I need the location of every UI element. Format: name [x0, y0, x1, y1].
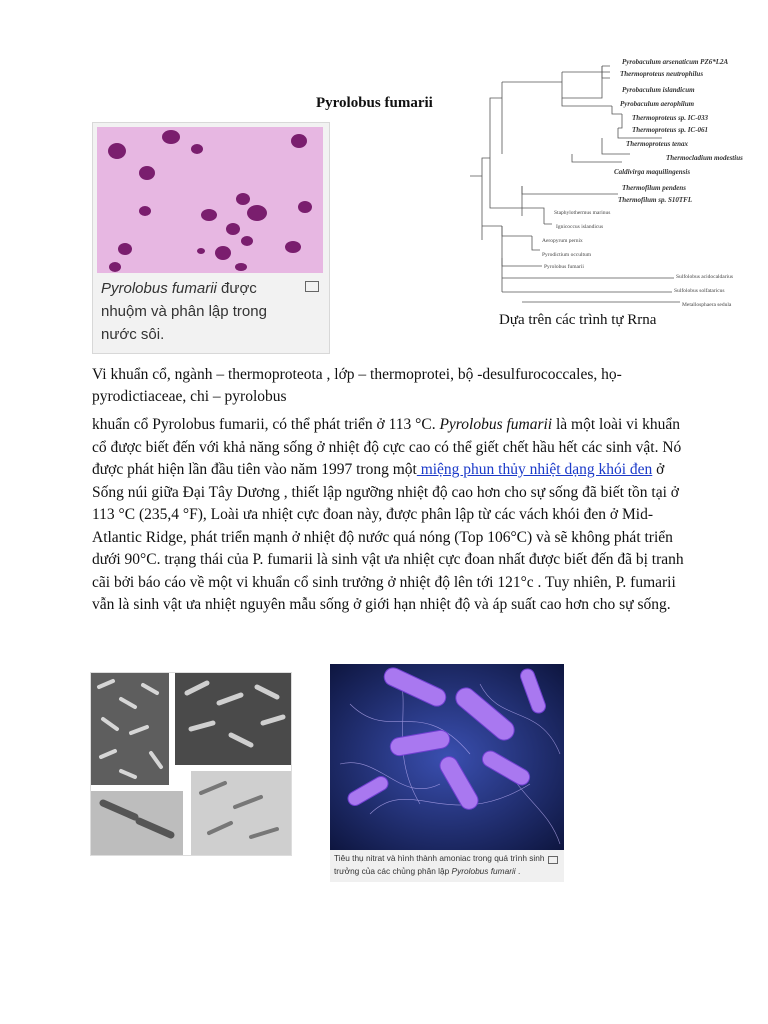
bacteria-caption: [334, 852, 546, 878]
black-smoker-link[interactable]: miệng phun thủy nhiệt dạng khói đen: [416, 461, 653, 478]
taxon-label: Thermoproteus tenax: [626, 140, 689, 148]
taxon-label: Sulfolobus solfataricus: [674, 288, 725, 294]
taxon-label: Thermofilum pendens: [622, 184, 686, 192]
taxon-label: Thermoproteus sp. IC-061: [632, 126, 709, 134]
micrograph-figure: [92, 122, 330, 354]
bacteria-caption-text: Tiêu thụ nitrat và hình thành amoniac trong quá trình sinh trưởng của các chủng phân lập: [334, 853, 545, 876]
em-collage-svg: [91, 673, 291, 855]
tree-caption: Dựa trên các trình tự Rrna: [499, 312, 657, 328]
taxon-label: Pyrobaculum islandicum: [622, 86, 695, 94]
taxon-label: Thermofilum sp. S10TFL: [618, 196, 693, 204]
micrograph-caption-italic: Pyrolobus fumarii: [101, 280, 217, 297]
para2-italic-name: Pyrolobus fumarii: [439, 416, 553, 433]
micrograph-caption-rest: được nhuộm và phân lập trong nước sôi.: [101, 280, 267, 343]
taxon-label: Pyrodictium occultum: [542, 252, 592, 258]
page-title: Pyrolobus fumarii: [316, 95, 433, 111]
bacteria-caption-end: .: [515, 866, 521, 876]
taxon-label: Thermocladium modestius: [666, 154, 743, 162]
taxon-label: Ignicoccus islandicus: [556, 224, 604, 230]
bacteria-caption-italic: Pyrolobus fumarii: [451, 866, 516, 876]
rendered-bacteria-figure: [330, 664, 564, 882]
em-micrograph-collage: [90, 672, 292, 856]
micrograph-caption: [101, 277, 301, 346]
enlarge-icon[interactable]: [305, 281, 319, 292]
taxon-label: Pyrobaculum aerophilum: [620, 100, 695, 108]
taxon-label: Caldivirga maquilingensis: [614, 168, 691, 176]
taxon-label: Metallosphaera sedula: [682, 302, 732, 308]
taxon-label: Pyrolobus fumarii: [544, 264, 584, 270]
bacteria-render: [330, 664, 564, 850]
taxon-label: Pyrobaculum arsenaticum PZ6*L2A: [622, 58, 729, 66]
para2-text-1: khuẩn cổ Pyrolobus fumarii, có thể phát triển ở 113 °C.: [92, 416, 440, 433]
taxon-label: Staphylothermus marinus: [554, 210, 611, 216]
enlarge-icon[interactable]: [548, 856, 558, 864]
description-paragraph: [92, 414, 690, 617]
phylogenetic-tree: [462, 58, 760, 316]
taxon-label: Thermoproteus sp. IC-033: [632, 114, 709, 122]
taxon-label: Thermoproteus neutrophilus: [620, 70, 704, 78]
taxon-label: Aeropyrum pernix: [542, 238, 583, 244]
stained-cells-image: [97, 127, 323, 273]
micrograph-cells: [97, 127, 323, 273]
taxon-label: Sulfolobus acidocaldarius: [676, 274, 733, 280]
para2-text-3: ở Sống núi giữa Đại Tây Dương , thiết lập ngưỡng nhiệt độ cao hơn cho sự sống đã biết tồn tại ở 113 °C (235,4 °F), Loài ưa nhiệt cực đoan này, được phân lập từ các vách khói đen ở Mid-Atlantic Ridge, phát triển mạnh ở nhiệt độ nước quá nóng (Top 106°C) và sẽ không phát triển dưới 90°C. trạng thái của P. fumarii là sinh vật ưa nhiệt cực đoan nhất được biết đến đã bị tranh cãi bởi báo cáo về một vi khuẩn cổ sinh trưởng ở nhiệt độ lên tới 121°c . Tuy nhiên, P. fumarii vẫn là sinh vật ưa nhiệt nguyên mẫu sống ở giới hạn nhiệt độ và áp suất cao hơn cho sự sống.: [92, 461, 684, 613]
para2-text-2: là một loài vi khuẩn cổ được biết đến với khả năng sống ở nhiệt độ cực cao có thể giết chết hầu hết các sinh vật. Nó được phát hiện lần đầu tiên vào năm 1997 trong một: [92, 416, 682, 478]
taxonomy-paragraph: Vi khuẩn cổ, ngành – thermoproteota , lớp – thermoprotei, bộ -desulfurococcales, họ- pyrodictiaceae, chi – pyrolobus: [92, 366, 622, 405]
